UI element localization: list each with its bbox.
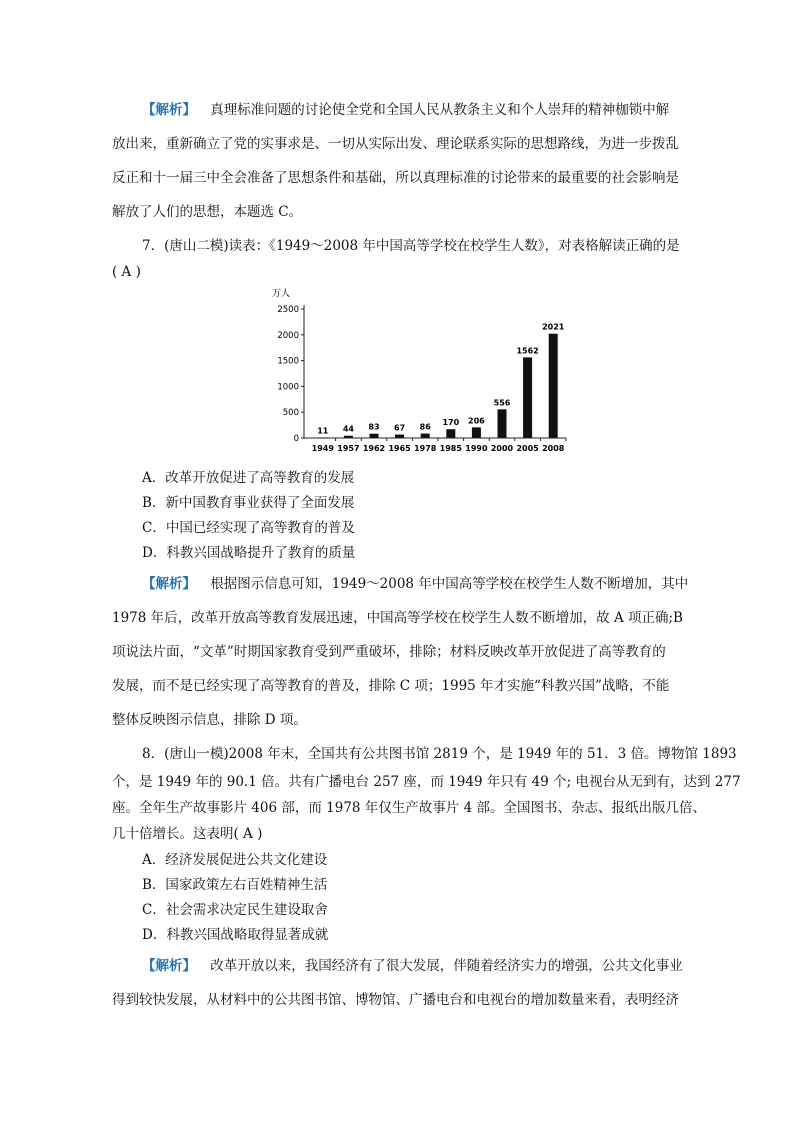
q7-option-a: A．改革开放促进了高等教育的发展 bbox=[142, 470, 355, 486]
x-tick-label-2000: 2000 bbox=[490, 444, 514, 453]
data-label-2008: 2021 bbox=[542, 322, 565, 332]
x-tick-label-1957: 1957 bbox=[337, 444, 360, 453]
q8-option-a: A．经济发展促进公共文化建设 bbox=[142, 852, 328, 868]
data-label-1965: 67 bbox=[394, 423, 406, 433]
q7-option-d: D．科教兴国战略提升了教育的质量 bbox=[142, 545, 356, 561]
analysis-1-line-1: 【解析】 真理标准问题的讨论使全党和全国人民从教条主义和个人崇拜的精神枷锁中解 bbox=[142, 102, 670, 118]
analysis-tag: 【解析】 bbox=[142, 576, 196, 592]
data-label-1957: 44 bbox=[342, 424, 354, 434]
bar-1978 bbox=[421, 434, 430, 438]
analysis-tag: 【解析】 bbox=[142, 102, 196, 118]
x-tick-label-1978: 1978 bbox=[414, 444, 437, 453]
data-label-1978: 86 bbox=[419, 422, 431, 432]
question-7-answer: ( A ) bbox=[112, 264, 141, 280]
chart-unit-label: 万人 bbox=[272, 289, 291, 299]
question-8-line-3: 座。全年生产故事影片 406 部，而 1978 年仅生产故事片 4 部。全国图书、杂志、报纸出版几倍、 bbox=[112, 800, 706, 816]
x-tick-label-2005: 2005 bbox=[516, 444, 539, 453]
q8-option-c: C．社会需求决定民生建设取舍 bbox=[142, 902, 328, 918]
q7-option-b: B．新中国教育事业获得了全面发展 bbox=[142, 495, 355, 511]
analysis-2-line-4: 发展，而不是已经实现了高等教育的普及，排除 C 项；1995 年才实施“科教兴国”战略，不能 bbox=[112, 678, 670, 694]
q8-option-b: B．国家政策左右百姓精神生活 bbox=[142, 877, 328, 893]
x-tick-label-1990: 1990 bbox=[465, 444, 488, 453]
data-label-1949: 11 bbox=[317, 426, 329, 436]
analysis-3-line-2: 得到较快发展，从材料中的公共图书馆、博物馆、广播电台和电视台的增加数量来看，表明经济 bbox=[112, 992, 679, 1008]
x-tick-label-1985: 1985 bbox=[439, 444, 462, 453]
analysis-2-line-1: 【解析】 根据图示信息可知，1949～2008 年中国高等学校在校学生人数不断增加，其中 bbox=[142, 576, 689, 592]
analysis-2-line-3: 项说法片面，“文革”时期国家教育受到严重破坏，排除；材料反映改革开放促进了高等教育的 bbox=[112, 644, 666, 660]
bar-1965 bbox=[395, 435, 404, 438]
y-tick-label: 2500 bbox=[277, 305, 299, 315]
bar-1985 bbox=[446, 429, 455, 438]
question-8-line-4: 几十倍增长。这表明( A ) bbox=[112, 826, 263, 842]
bar-1962 bbox=[370, 434, 379, 438]
q7-option-c: C．中国已经实现了高等教育的普及 bbox=[142, 520, 355, 536]
analysis-2-line-5: 整体反映图示信息，排除 D 项。 bbox=[112, 712, 307, 728]
analysis-1-line-3: 反正和十一届三中全会准备了思想条件和基础，所以真理标准的讨论带来的最重要的社会影响是 bbox=[112, 170, 679, 186]
data-label-1962: 83 bbox=[368, 422, 380, 432]
y-tick-label: 1500 bbox=[277, 356, 299, 367]
question-8-line-1: 8．(唐山一模)2008 年末，全国共有公共图书馆 2819 个，是 1949 年的 51．3 倍。博物馆 1893 bbox=[142, 746, 737, 762]
analysis-2-line-2: 1978 年后，改革开放高等教育发展迅速，中国高等学校在校学生人数不断增加，故 A 项正确;B bbox=[112, 610, 683, 626]
y-tick-label: 0 bbox=[293, 434, 299, 444]
x-tick-label-1962: 1962 bbox=[362, 444, 386, 453]
x-tick-label-2008: 2008 bbox=[542, 444, 565, 453]
data-label-2005: 1562 bbox=[516, 346, 539, 356]
enrollment-bar-chart bbox=[262, 284, 572, 458]
analysis-tag: 【解析】 bbox=[142, 958, 196, 974]
data-label-1990: 206 bbox=[468, 416, 485, 426]
x-tick-label-1965: 1965 bbox=[388, 444, 411, 453]
question-7-stem: 7．(唐山二模)读表：《1949～2008 年中国高等学校在校学生人数》，对表格解读正确的是 bbox=[142, 238, 680, 254]
data-label-2000: 556 bbox=[493, 398, 511, 408]
question-8-line-2: 个，是 1949 年的 90.1 倍。共有广播电台 257 座，而 1949 年只有 49 个; 电视台从无到有，达到 277 bbox=[112, 774, 741, 790]
analysis-1-line-4: 解放了人们的思想，本题选 C。 bbox=[112, 204, 303, 220]
bar-1990 bbox=[472, 427, 481, 438]
y-tick-label: 2000 bbox=[277, 330, 299, 341]
analysis-1-line-2: 放出来，重新确立了党的实事求是、一切从实际出发、理论联系实际的思想路线，为进一步拨乱 bbox=[112, 136, 679, 152]
x-tick-label-1949: 1949 bbox=[311, 444, 334, 453]
bar-2005 bbox=[523, 357, 532, 438]
y-tick-label: 500 bbox=[282, 408, 299, 419]
y-tick-label: 1000 bbox=[277, 382, 299, 393]
data-label-1985: 170 bbox=[442, 418, 460, 428]
bar-2008 bbox=[549, 334, 558, 438]
bar-2000 bbox=[498, 409, 507, 438]
analysis-3-line-1: 【解析】 改革开放以来，我国经济有了很大发展，伴随着经济实力的增强，公共文化事业 bbox=[142, 958, 683, 974]
q8-option-d: D．科教兴国战略取得显著成就 bbox=[142, 927, 329, 943]
